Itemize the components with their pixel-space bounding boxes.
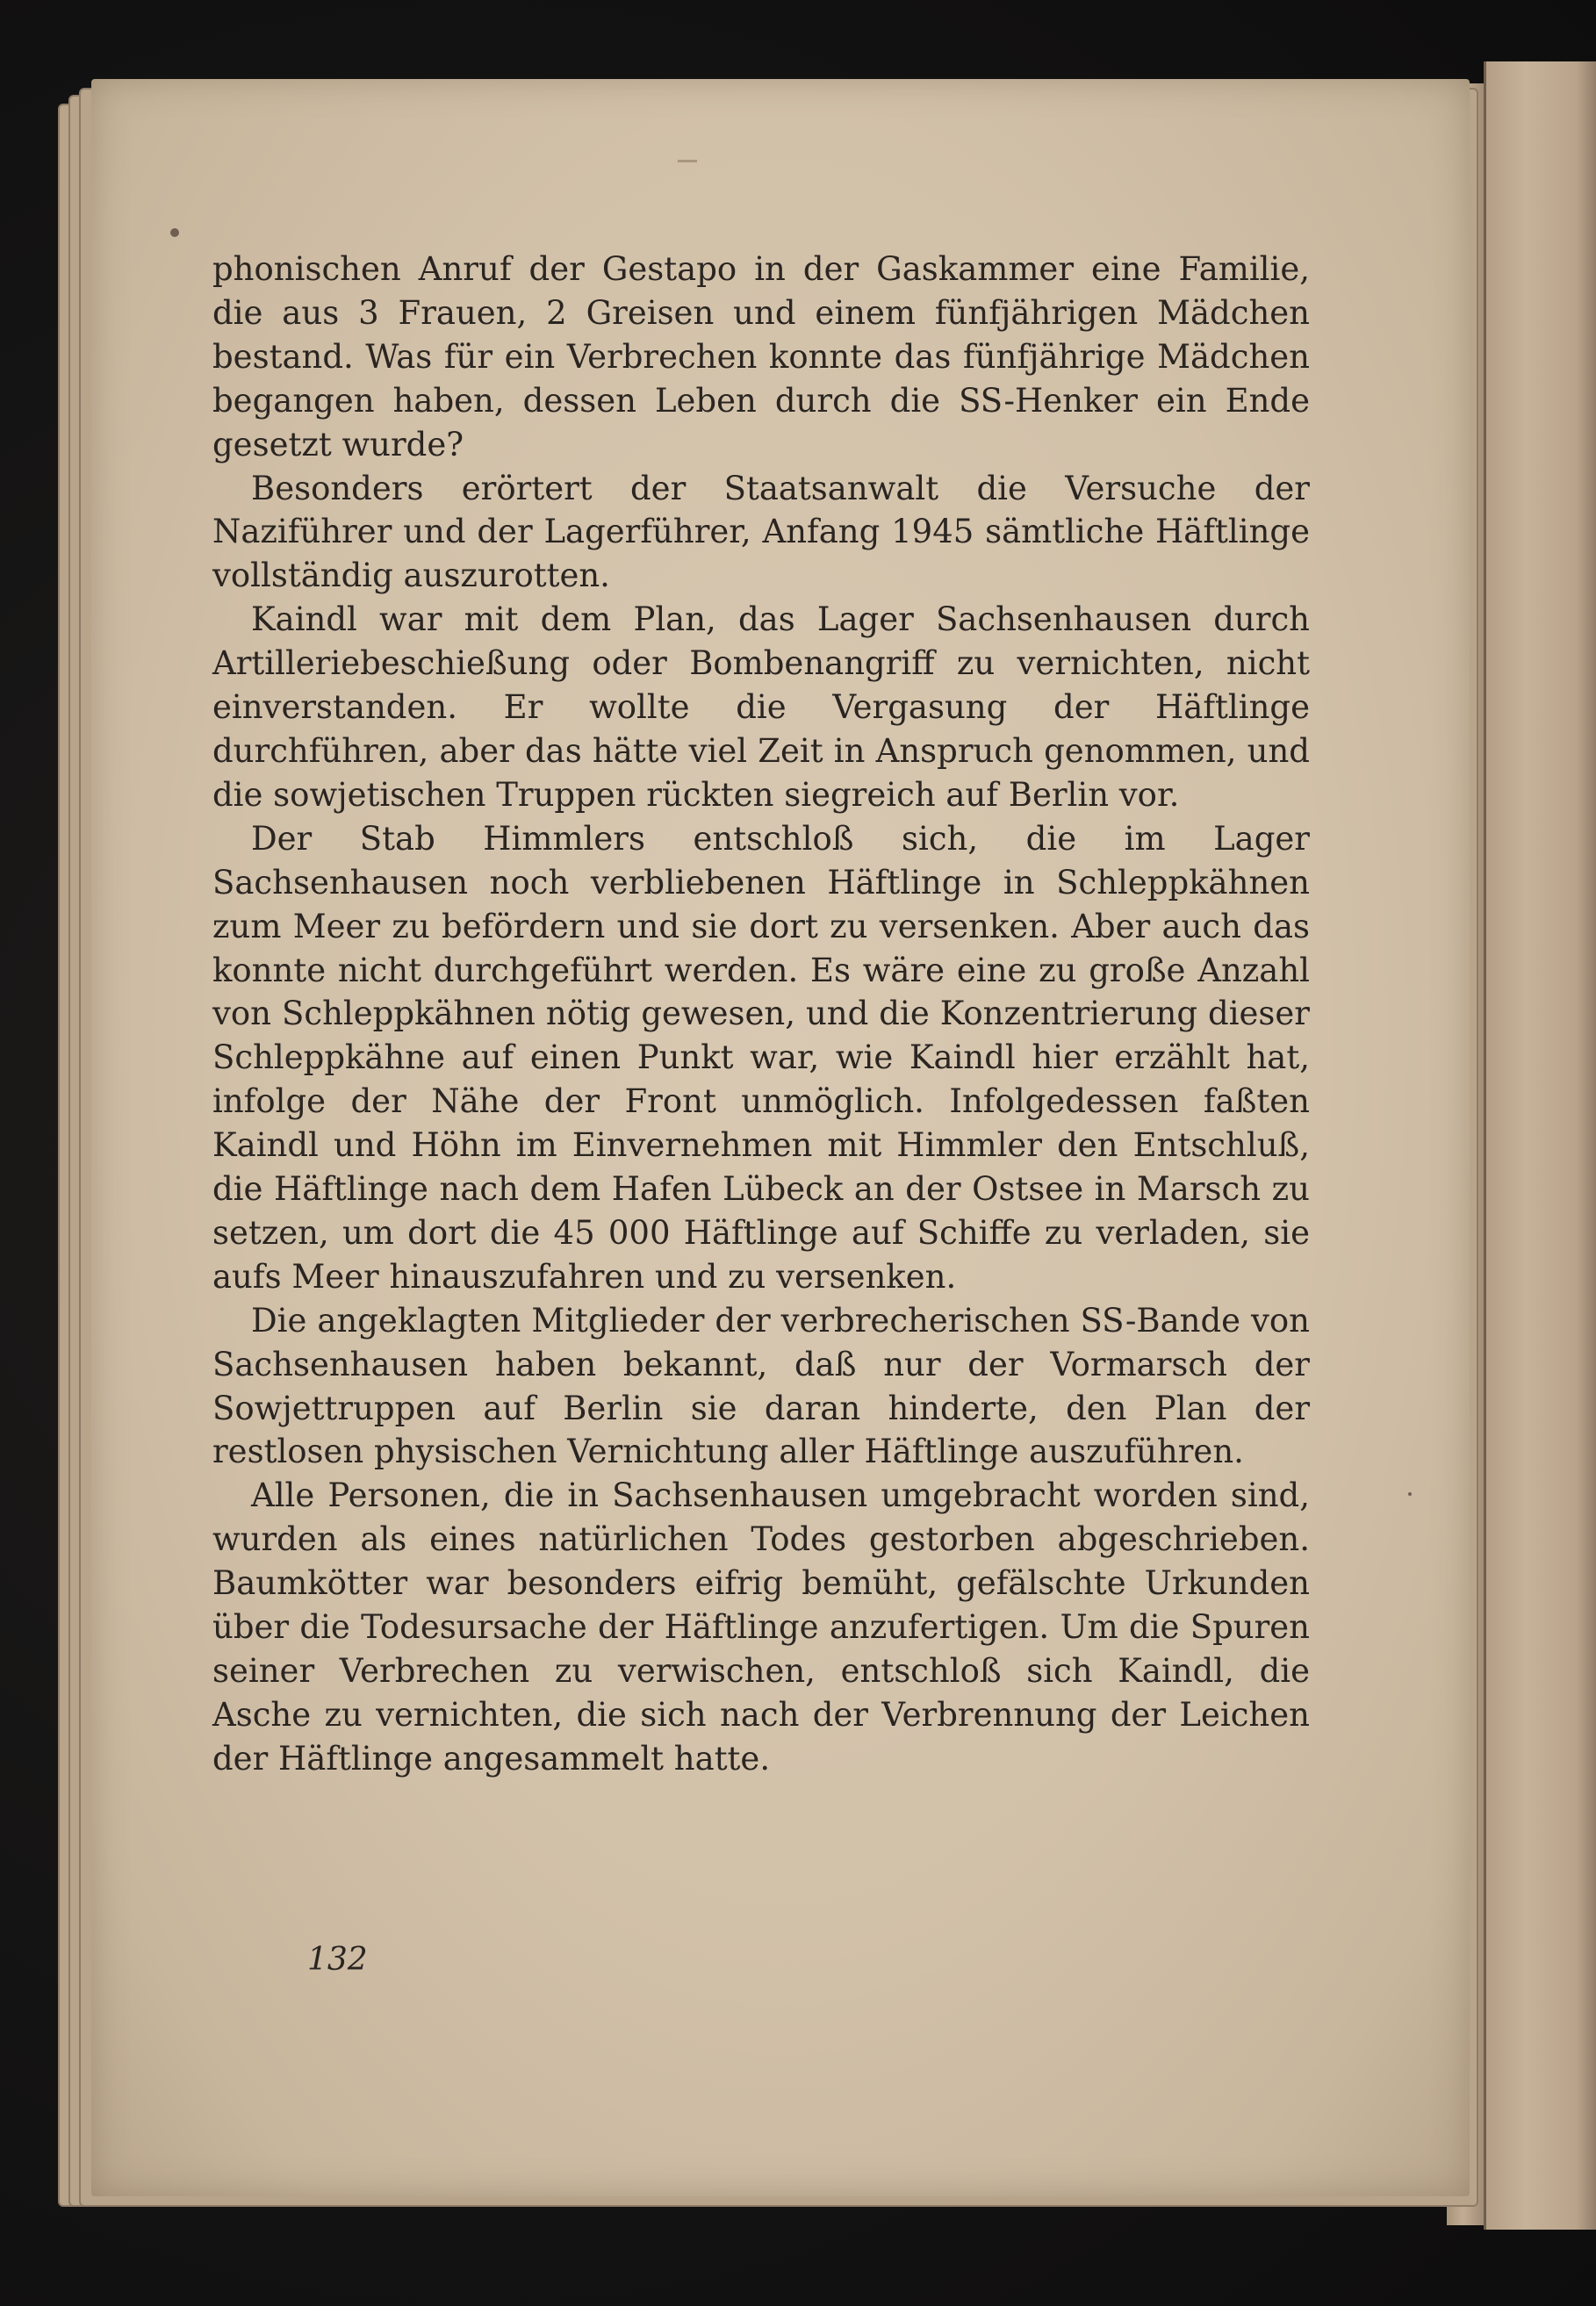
paragraph: Kaindl war mit dem Plan, das Lager Sachsenhausen durch Artilleriebeschießung oder Bombenangriff zu vernichten, nicht einverstanden. Er wollte die Vergasung der Häftlinge durchführen, aber das hätte viel Zeit in Anspruch genommen, und die sowjetischen Truppen rückten siegreich auf Berlin vor.	[212, 600, 1310, 814]
next-page-edge	[1484, 61, 1596, 2230]
paragraph: Alle Personen, die in Sachsenhausen umgebracht worden sind, wurden als eines natürlichen Todes gestorben abgeschrieben. Baumkötter war besonders eifrig bemüht, gefälschte Urkunden über die Todesursache der Häftlinge anzufertigen. Um die Spuren seiner Verbrechen zu verwischen, entschloß sich Kaindl, die Asche zu vernichten, die sich nach der Verbrennung der Leichen der Häftlinge angesammelt hatte.	[212, 1476, 1310, 1778]
dust-speck	[170, 228, 179, 237]
body-text	[212, 248, 1310, 1781]
header-mark	[678, 160, 697, 162]
page-number: 132	[307, 1942, 368, 1978]
paragraph: Der Stab Himmlers entschloß sich, die im Lager Sachsenhausen noch verbliebenen Häftlinge in Schleppkähnen zum Meer zu befördern und sie dort zu versenken. Aber auch das konnte nicht durchgeführt werden. Es wäre eine zu große Anzahl von Schleppkähnen nötig gewesen, und die Konzentrierung dieser Schleppkähne auf einen Punkt war, wie Kaindl hier erzählt hat, infolge der Nähe der Front unmöglich. Infolgedessen faßten Kaindl und Höhn im Einvernehmen mit Himmler den Entschluß, die Häftlinge nach dem Hafen Lübeck an der Ostsee in Marsch zu setzen, um dort die 45 000 Häftlinge auf Schiffe zu verladen, sie aufs Meer hinauszufahren und zu versenken.	[212, 819, 1310, 1296]
dust-speck	[1408, 1492, 1412, 1496]
paragraph: phonischen Anruf der Gestapo in der Gaskammer eine Familie, die aus 3 Frauen, 2 Greisen und einem fünfjährigen Mädchen bestand. Was für ein Verbrechen konnte das fünfjährige Mädchen begangen haben, dessen Leben durch die SS-Henker ein Ende gesetzt wurde?	[212, 250, 1310, 463]
paragraph: Besonders erörtert der Staatsanwalt die Versuche der Naziführer und der Lagerführer, Anfang 1945 sämtliche Häftlinge vollständig auszurotten.	[212, 469, 1310, 595]
paragraph: Die angeklagten Mitglieder der verbrecherischen SS-Bande von Sachsenhausen haben bekannt, daß nur der Vormarsch der Sowjettruppen auf Berlin sie daran hinderte, den Plan der restlosen physischen Vernichtung aller Häftlinge auszuführen.	[212, 1301, 1310, 1471]
